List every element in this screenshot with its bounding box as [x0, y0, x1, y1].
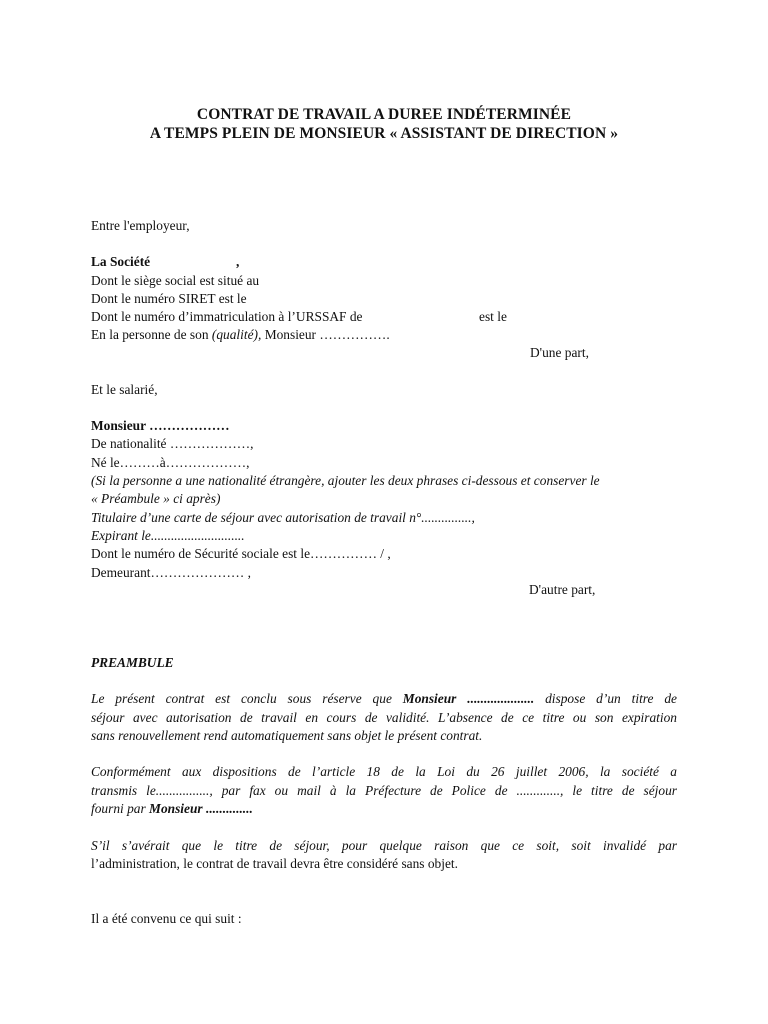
foreign-note-line-2: « Préambule » ci après)	[91, 491, 221, 506]
employee-residence: Demeurant………………… ,	[91, 565, 251, 580]
employee-ssn: Dont le numéro de Sécurité sociale est le…………… / ,	[91, 546, 391, 561]
employer-siret: Dont le numéro SIRET est le	[91, 291, 247, 306]
employee-permit: Titulaire d’une carte de séjour avec autorisation de travail n°...............,	[91, 510, 475, 525]
foreign-note-line-1: (Si la personne a une nationalité étrangère, ajouter les deux phrases ci-dessous et conserver le	[91, 473, 600, 488]
p1-monsieur: Monsieur ....................	[402, 691, 535, 706]
representative-name: Monsieur …………….	[261, 327, 390, 342]
preamble-heading: PREAMBULE	[91, 655, 174, 670]
representative-text: En la personne de son	[91, 327, 209, 342]
title-line-1: CONTRAT DE TRAVAIL A DUREE INDÉTERMINÉE	[196, 106, 572, 123]
employee-name: Monsieur ………………	[91, 418, 230, 433]
employee-intro: Et le salarié,	[91, 382, 158, 397]
preamble-p1-line-1	[91, 690, 677, 708]
p2-text-a: fourni par	[91, 801, 150, 816]
employee-permit-expiry: Expirant le............................	[91, 528, 245, 543]
closing-line: Il a été convenu ce qui suit :	[91, 911, 242, 926]
title-line-2: A TEMPS PLEIN DE MONSIEUR « ASSISTANT DE DIRECTION »	[149, 125, 619, 142]
preamble-p2-line-2: transmis le................, par fax ou mail à la Préfecture de Police de ............., le titre de séjour	[91, 783, 677, 798]
employer-seat: Dont le siège social est situé au	[91, 273, 260, 288]
employee-part: D'autre part,	[529, 582, 596, 597]
preamble-p2-line-3	[91, 800, 253, 818]
company-comma: ,	[236, 254, 240, 269]
p2-monsieur: Monsieur ..............	[149, 801, 253, 816]
preamble-p1-line-3: sans renouvellement rend automatiquement sans objet le présent contrat.	[91, 728, 483, 743]
company-label: La Société	[91, 254, 151, 269]
p1-text-c: dispose d’un titre de	[534, 691, 677, 706]
employer-urssaf-suffix: est le	[479, 309, 507, 324]
preamble-p3-line-1: S’il s’avérait que le titre de séjour, pour quelque raison que ce soit, soit invalidé par	[91, 838, 677, 853]
employer-urssaf: Dont le numéro d’immatriculation à l’URSSAF de	[91, 309, 363, 324]
employer-representative	[91, 326, 390, 344]
employee-born: Né le………à………………,	[91, 455, 250, 470]
p1-text-a: Le présent contrat est conclu sous réserve que	[91, 691, 403, 706]
employer-intro: Entre l'employeur,	[91, 218, 190, 233]
employee-nationality: De nationalité ………………,	[91, 436, 254, 451]
preamble-p2-line-1: Conformément aux dispositions de l’article 18 de la Loi du 26 juillet 2006, la société a	[91, 764, 677, 779]
representative-quality: (qualité),	[211, 327, 262, 342]
preamble-p3-line-2: l’administration, le contrat de travail devra être considéré sans objet.	[91, 856, 458, 871]
preamble-p1-line-2: séjour avec autorisation de travail en cours de validité. L’absence de ce titre ou son expiration	[91, 710, 677, 725]
employer-part: D'une part,	[530, 345, 589, 360]
